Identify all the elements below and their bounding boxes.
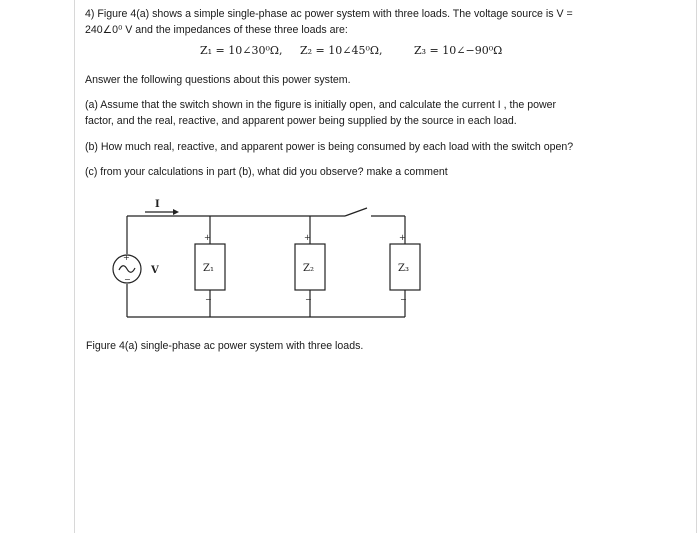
figure-caption: Figure 4(a) single-phase ac power system with three loads. (86, 340, 364, 352)
part-a-line1: (a) Assume that the switch shown in the figure is initially open, and calculate the current I , the power (85, 99, 557, 111)
load3-label: Z₃ (398, 263, 409, 274)
impedance-z3: Z₃ = 10∠−90⁰Ω (414, 44, 503, 57)
load2-minus: − (305, 295, 312, 304)
part-a-line2: factor, and the real, reactive, and apparent power being supplied by the source in each load. (85, 115, 517, 127)
part-c: (c) from your calculations in part (b), what did you observe? make a comment (85, 166, 448, 178)
load1-plus: + (204, 233, 211, 242)
load1-minus: − (205, 295, 212, 304)
source-minus: − (124, 275, 131, 284)
circuit-diagram (95, 190, 435, 330)
part-b: (b) How much real, reactive, and apparent power is being consumed by each load with the switch open? (85, 141, 574, 153)
load3-minus: − (400, 295, 407, 304)
question-intro-line1: 4) Figure 4(a) shows a simple single-phase ac power system with three loads. The voltage source is V = (85, 8, 573, 20)
answer-prompt: Answer the following questions about this power system. (85, 74, 351, 86)
load3-plus: + (399, 233, 406, 242)
load2-plus: + (304, 233, 311, 242)
impedance-z2: Z₂ = 10∠45⁰Ω, (300, 44, 383, 57)
load1-label: Z₁ (203, 263, 214, 274)
source-plus: + (123, 253, 130, 262)
current-arrow-head (173, 209, 179, 215)
source-label: V (151, 265, 159, 276)
load2-label: Z₂ (303, 263, 314, 274)
switch-blade (345, 208, 367, 216)
impedance-z1: Z₁ = 10∠30⁰Ω, (200, 44, 283, 57)
sine-icon (119, 266, 135, 273)
current-label: I (155, 199, 160, 210)
question-intro-line2: 240∠0⁰ V and the impedances of these three loads are: (85, 24, 348, 36)
